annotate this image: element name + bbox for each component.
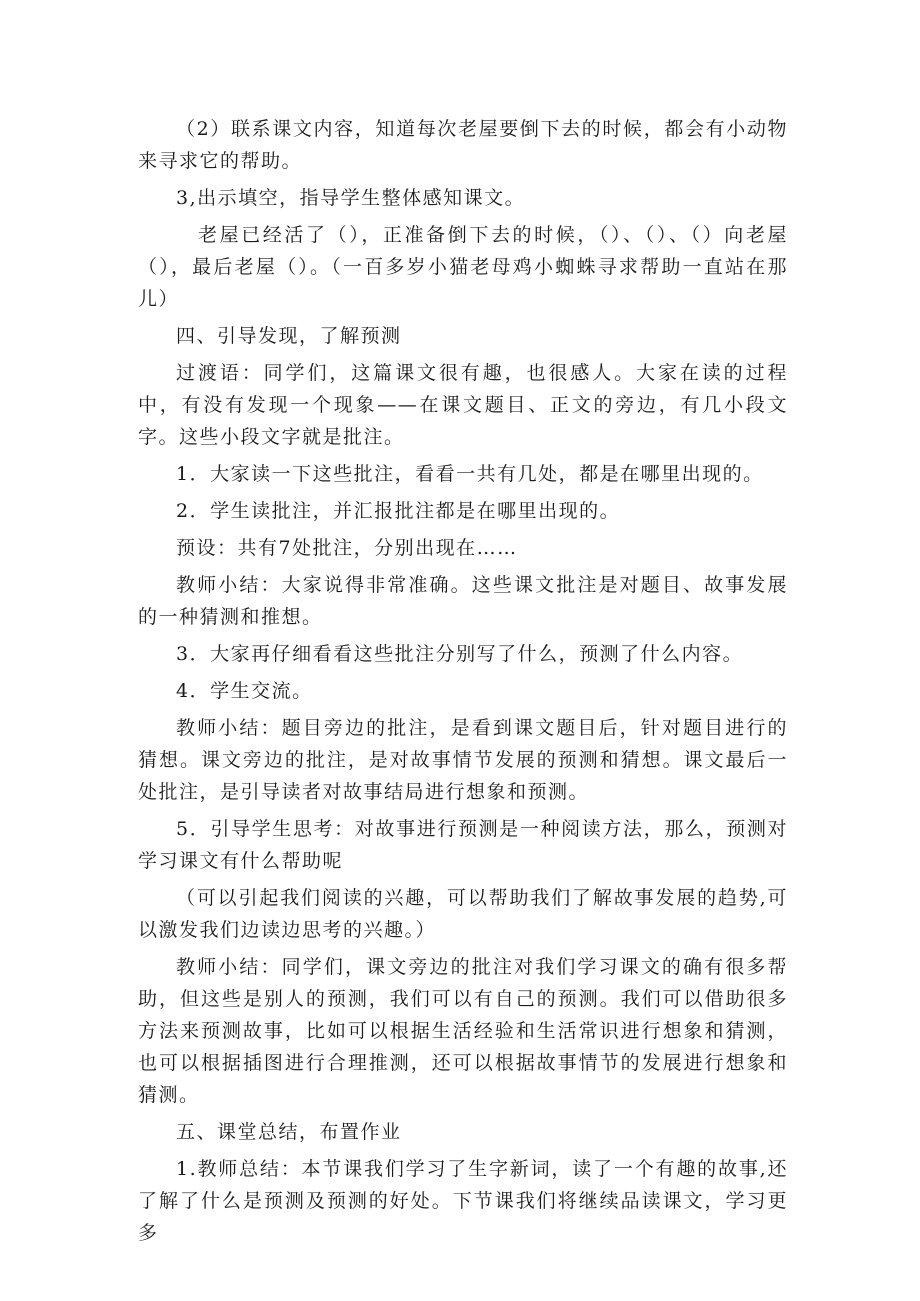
- paragraph-item-3: 3．大家再仔细看看这些批注分别写了什么，预测了什么内容。: [176, 643, 744, 665]
- paragraph-item-5: 5．引导学生思考：对故事进行预测是一种阅读方法，那么，预测对学习课文有什么帮助呢: [138, 818, 788, 872]
- section-heading-4: 四、引导发现，了解预测: [176, 325, 402, 347]
- paragraph-preset: 预设：共有7处批注，分别出现在……: [176, 537, 518, 559]
- section-heading-5: 五、课堂总结，布置作业: [176, 1121, 402, 1143]
- paragraph-understanding-content: （2）联系课文内容，知道每次老屋要倒下去的时候，都会有小动物来寻求它的帮助。: [138, 118, 788, 172]
- paragraph-teacher-summary-3: 教师小结：同学们，课文旁边的批注对我们学习课文的确有很多帮助，但这些是别人的预测，我们可以有自己的预测。我们可以借助很多方法来预测故事，比如可以根据生活经验和生活常识进行想象和猜测，也可以根据插图进行合理推测，还可以根据故事情节的发展进行想象和猜测。: [138, 956, 788, 1106]
- paragraph-transition: 过渡语：同学们，这篇课文很有趣，也很感人。大家在读的过程中，有没有发现一个现象——在课文题目、正文的旁边，有几小段文字。这些小段文字就是批注。: [138, 362, 788, 448]
- paragraph-fill-in-blanks: 老屋已经活了（），正准备倒下去的时候，（）、（）、（）向老屋（），最后老屋（）。（一百多岁小猫老母鸡小蜘蛛寻求帮助一直站在那儿）: [138, 224, 788, 310]
- paragraph-item-1: 1．大家读一下这些批注，看看一共有几处，都是在哪里出现的。: [176, 463, 764, 485]
- paragraph-item-2: 2．学生读批注，并汇报批注都是在哪里出现的。: [176, 500, 621, 522]
- paragraph-item-4: 4．学生交流。: [176, 680, 313, 702]
- paragraph-teacher-summary-2: 教师小结：题目旁边的批注，是看到课文题目后，针对题目进行的猜想。课文旁边的批注，是对故事情节发展的预测和猜想。课文最后一处批注，是引导读者对故事结局进行想象和预测。: [138, 717, 788, 803]
- paragraph-teacher-conclusion: 1.教师总结：本节课我们学习了生字新词，读了一个有趣的故事,还了解了什么是预测及预测的好处。下节课我们将继续品读课文，学习更多: [138, 1158, 788, 1244]
- paragraph-step-3: 3,出示填空，指导学生整体感知课文。: [176, 187, 526, 209]
- paragraph-teacher-summary-1: 教师小结：大家说得非常准确。这些课文批注是对题目、故事发展的一种猜测和推想。: [138, 574, 788, 628]
- document-body: [138, 113, 788, 1249]
- paragraph-answer: （可以引起我们阅读的兴趣，可以帮助我们了解故事发展的趋势,可以激发我们边读边思考的兴趣。）: [138, 887, 788, 941]
